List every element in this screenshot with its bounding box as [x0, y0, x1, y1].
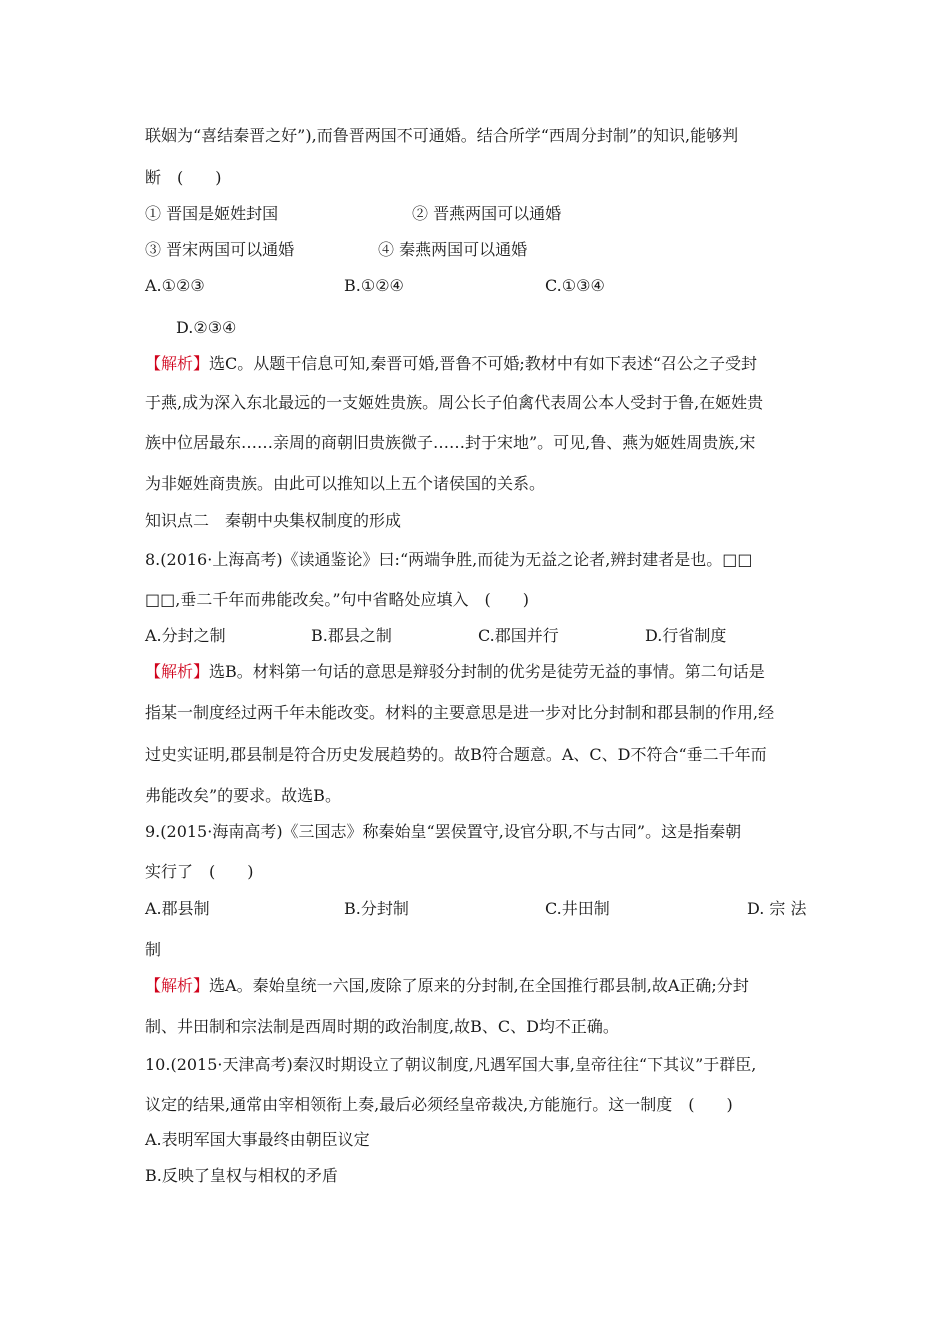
q10-stem-line1: 10.(2015·天津高考)秦汉时期设立了朝议制度,凡遇军国大事,皇帝往往“下其议”于群臣,: [145, 1055, 757, 1074]
q7-choice-b: B.①②④: [344, 276, 404, 295]
q8-stem-line1: 8.(2016·上海高考)《读通鉴论》曰:“两端争胜,而徒为无益之论者,辨封建者是也。□□: [145, 550, 753, 569]
q7-analysis-line4: 为非姬姓商贵族。由此可以推知以上五个诸侯国的关系。: [145, 474, 546, 493]
q8-analysis-line3: 过史实证明,郡县制是符合历史发展趋势的。故B符合题意。A、C、D不符合“垂二千年而: [145, 745, 767, 764]
q9-analysis-line2: 制、井田制和宗法制是西周时期的政治制度,故B、C、D均不正确。: [145, 1017, 619, 1036]
q8-analysis-line1: 【解析】选B。材料第一句话的意思是辩驳分封制的优劣是徒劳无益的事情。第二句话是: [145, 662, 765, 681]
q9-choice-d: D. 宗 法: [747, 899, 807, 918]
q8-analysis-line2: 指某一制度经过两千年未能改变。材料的主要意思是进一步对比分封制和郡县制的作用,经: [145, 703, 775, 722]
q8-stem-line2: □□,垂二千年而弗能改矣。”句中省略处应填入 ( ): [145, 590, 529, 609]
q8-choice-d: D.行省制度: [645, 626, 727, 645]
q7-analysis-line3: 族中位居最东……亲周的商朝旧贵族微子……封于宋地”。可见,鲁、燕为姬姓周贵族,宋: [145, 433, 756, 452]
q9-choice-a: A.郡县制: [145, 899, 210, 918]
q9-choice-c: C.井田制: [545, 899, 610, 918]
q10-choice-a: A.表明军国大事最终由朝臣议定: [145, 1130, 370, 1149]
q7-statement-1: ① 晋国是姬姓封国: [145, 204, 279, 223]
q8-choice-a: A.分封之制: [145, 626, 226, 645]
q7-analysis-line2: 于燕,成为深入东北最远的一支姬姓贵族。周公长子伯禽代表周公本人受封于鲁,在姬姓贵: [145, 393, 764, 412]
q9-choice-d-continued: 制: [145, 940, 162, 959]
q9-stem-line2: 实行了 ( ): [145, 862, 254, 881]
q7-stem-line2: 断 ( ): [145, 168, 222, 187]
q8-choice-c: C.郡国并行: [478, 626, 559, 645]
q8-analysis-line4: 弗能改矣”的要求。故选B。: [145, 786, 341, 805]
section-heading: 知识点二 秦朝中央集权制度的形成: [145, 511, 402, 530]
q7-choice-c: C.①③④: [545, 276, 605, 295]
q7-statement-2: ② 晋燕两国可以通婚: [412, 204, 562, 223]
q7-analysis-line1: 【解析】选C。从题干信息可知,秦晋可婚,晋鲁不可婚;教材中有如下表述“召公之子受封: [145, 354, 758, 373]
q7-statement-4: ④ 秦燕两国可以通婚: [378, 240, 528, 259]
q10-choice-b: B.反映了皇权与相权的矛盾: [145, 1166, 338, 1185]
q7-statement-3: ③ 晋宋两国可以通婚: [145, 240, 295, 259]
analysis-tag: 【解析】: [145, 976, 210, 995]
q10-stem-line2: 议定的结果,通常由宰相领衔上奏,最后必须经皇帝裁决,方能施行。这一制度 ( ): [145, 1095, 733, 1114]
analysis-tag: 【解析】: [145, 662, 210, 681]
q9-choice-b: B.分封制: [344, 899, 409, 918]
q8-choice-b: B.郡县之制: [311, 626, 392, 645]
q9-stem-line1: 9.(2015·海南高考)《三国志》称秦始皇“罢侯置守,设官分职,不与古同”。这是指秦朝: [145, 822, 742, 841]
q7-choice-a: A.①②③: [145, 276, 205, 295]
q7-stem-line1: 联姻为“喜结秦晋之好”),而鲁晋两国不可通婚。结合所学“西周分封制”的知识,能够判: [145, 126, 739, 145]
q9-analysis-line1: 【解析】选A。秦始皇统一六国,废除了原来的分封制,在全国推行郡县制,故A正确;分封: [145, 976, 749, 995]
q7-choice-d: D.②③④: [176, 318, 237, 337]
analysis-tag: 【解析】: [145, 354, 210, 373]
